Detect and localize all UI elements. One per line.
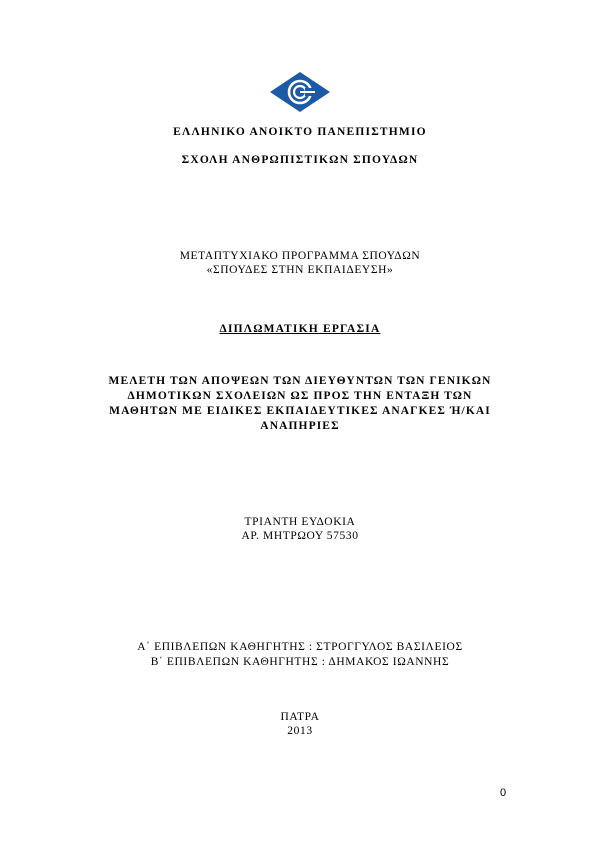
- university-logo-icon: [269, 71, 331, 113]
- page-number: 0: [500, 787, 507, 799]
- year: 2013: [287, 725, 313, 737]
- program-line-2: «ΣΠΟΥΔΕΣ ΣΤΗΝ ΕΚΠΑΙΔΕΥΣΗ»: [206, 264, 394, 276]
- school-name: ΣΧΟΛΗ ΑΝΘΡΩΠΙΣΤΙΚΩΝ ΣΠΟΥΔΩΝ: [181, 154, 419, 166]
- document-type: ΔΙΠΛΩΜΑΤΙΚΗ ΕΡΓΑΣΙΑ: [219, 323, 381, 335]
- second-supervisor: Β΄ ΕΠΙΒΛΕΠΩΝ ΚΑΘΗΓΗΤΗΣ : ΔΗΜΑΚΟΣ ΙΩΑΝΝΗΣ: [150, 656, 450, 668]
- thesis-title-line-2: ΔΗΜΟΤΙΚΩΝ ΣΧΟΛΕΙΩΝ ΩΣ ΠΡΟΣ ΤΗΝ ΕΝΤΑΞΗ ΤΩΝ: [127, 390, 473, 402]
- program-line-1: ΜΕΤΑΠΤΥΧΙΑΚΟ ΠΡΟΓΡΑΜΜΑ ΣΠΟΥΔΩΝ: [179, 250, 421, 262]
- registry-number: ΑΡ. ΜΗΤΡΩΟΥ 57530: [241, 530, 359, 542]
- thesis-title-line-4: ΑΝΑΠΗΡΙΕΣ: [260, 420, 340, 432]
- thesis-title-line-3: ΜΑΘΗΤΩΝ ΜΕ ΕΙΔΙΚΕΣ ΕΚΠΑΙΔΕΥΤΙΚΕΣ ΑΝΑΓΚΕΣ Ή/ΚΑΙ: [109, 405, 491, 417]
- author-name: ΤΡΙΑΝΤΗ ΕΥΔΟΚΙΑ: [244, 516, 356, 528]
- thesis-title-line-1: ΜΕΛΕΤΗ ΤΩΝ ΑΠΟΨΕΩΝ ΤΩΝ ΔΙΕΥΘΥΝΤΩΝ ΤΩΝ ΓΕΝΙΚΩΝ: [108, 375, 492, 387]
- first-supervisor: Α΄ ΕΠΙΒΛΕΠΩΝ ΚΑΘΗΓΗΤΗΣ : ΣΤΡΟΓΓΥΛΟΣ ΒΑΣΙΛΕΙΟΣ: [137, 641, 463, 653]
- place: ΠΑΤΡΑ: [280, 711, 320, 723]
- university-name: ΕΛΛΗΝΙΚΟ ΑΝΟΙΚΤΟ ΠΑΝΕΠΙΣΤΗΜΙΟ: [173, 126, 427, 138]
